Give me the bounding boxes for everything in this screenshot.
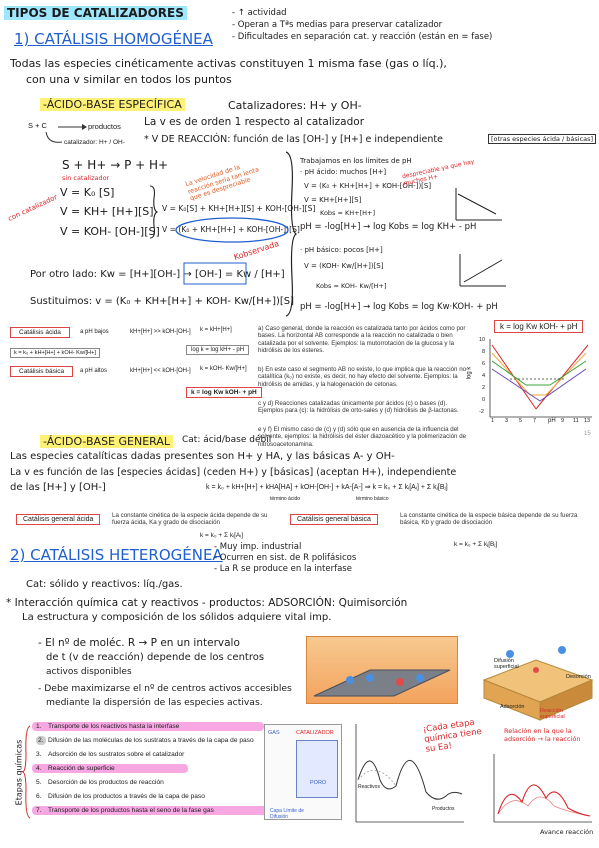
chart-ytick-6: -2 [479,409,484,415]
general-acido-label: término ácido [270,496,301,502]
flow-cond1: kH+[H+] >> kOH-[OH-] [130,329,191,335]
general-basico-label: término básico [356,496,389,502]
diag-capa: Capa Límite de Difusión [270,808,304,820]
relation-plot [488,752,596,832]
right-head: Trabajamos en los límites de pH [300,157,412,165]
diag-poro: PORO [310,780,327,786]
annot-con-cat: con catalizador [6,193,59,223]
het-cat: Cat: sólido y reactivos: líq./gas. [26,579,183,590]
step-6: 6. Difusión de los productos a través de la capa de paso [36,793,205,800]
substitute-line: Sustituimos: v = (K₀ + KH+[H+] + KOH- Kw/[H+])[S] [30,296,295,307]
diag-reactivos: Reactivos [358,784,380,790]
page-number: 15 [584,431,591,437]
gen-basica-label: Catálisis general básica [290,514,378,525]
pore-cell [296,740,338,798]
het-max-2: mediante la dispersión de las especies activas. [46,697,263,708]
het-note-2: - Ocurren en sist. de R polifásicos [214,553,357,563]
step-2: 2. Difusión de las moléculas de los sustratos a través de la capa de paso [38,737,254,744]
kobs-label: Kobservada [232,238,281,263]
general-eq: k = k₀ + kH+[H+] + kHA[HA] + kOH-[OH-] + kA-[A-] ⇒ k = k₀ + Σ kᵢ[Aᵢ] + Σ kⱼ[Bⱼ] [206,484,448,491]
chart-xtick-6: 13 [584,418,591,424]
reaction-eq: S + H+ → P + H+ [62,158,169,172]
chart-xtick-5: 11 [573,418,579,424]
general-line-1: Las especies catalíticas dadas presentes son H+ y HA, y las básicas A- y OH- [10,451,395,462]
formula-box: k = log Kw kOH- + pH [494,320,583,333]
page-title: TIPOS DE CATALIZADORES [4,6,187,20]
diagram-s-c: S + C [28,121,47,130]
step-7: 7. Transporte de los productos hasta el seno de la fase gas [32,806,274,815]
section-heading-heterogenea: 2) CATÁLISIS HETEROGÉNEA [10,546,223,564]
flow-log1: log k = log kH+ - pH [186,345,249,355]
text-case-b: b) En este caso el segmento AB no existe, lo que implica que la reacción no catalítica (k₀) no existe, es decir, no hay efecto del solvente. Ejemplos: la hidrólisis de amidas, y la halogenación de cetonas. [258,366,467,388]
chart-ylabel: log k [466,366,473,380]
right-log1: pH = -log[H+] → log Kobs = log KH+ - pH [300,222,477,232]
het-note-3: - La R se produce en la interfase [214,564,352,574]
chart-xtick-3: 7 [533,418,537,424]
chart-ytick-3: 4 [482,373,486,379]
chart-xtick-0: 1 [491,418,495,424]
right-despreciable: despreciable ya que hay muchos H+ [401,158,475,188]
chart-ytick-0: 10 [479,337,486,343]
right-eq2: V = KH+[H+][S] [304,196,362,204]
brace-equations [148,184,158,240]
steps-brace [22,724,32,820]
kw-box [183,262,249,286]
especifica-heading: -ÁCIDO-BASE ESPECÍFICA [40,98,185,111]
het-estructura: La estructura y composición de los sólidos adquiere vital imp. [22,612,332,623]
right-eq3: V = (KOH- Kw/[H+])[S] [304,262,384,270]
diag-productos: Productos [432,806,455,812]
step-1: 1. Transporte de los reactivos hasta la interfase [32,722,264,731]
het-num-3: activos disponibles [46,667,132,677]
gen-basica-text: La constante cinética de la especie básica depende de su fuerza básica, Kb y grado de disociación [400,512,578,527]
step-5: 5. Desorción de los productos de reacción [36,779,164,786]
gen-acida-label: Catálisis general ácida [16,514,100,525]
diag-desorcion: Desorción [566,674,591,680]
header-note-2: - Operan a Tªs medias para preservar catalizador [232,20,443,30]
flow-basica-box: Catálisis básica [10,366,73,377]
chart-ytick-1: 8 [482,349,486,355]
chart-ytick-2: 6 [482,361,486,367]
general-line-2: La v es función de las [especies ácidas] (ceden H+) y [básicas] (aceptan H+), independiente [10,467,457,478]
flow-cond2: kH+[H+] << kOH-[OH-] [130,368,191,374]
right-kobs2: Kobs = KOH- Kw/[H+] [316,282,387,290]
diag-gas: GAS [268,730,280,736]
big-brace [284,150,298,318]
step-4: 4. Reacción de superficie [32,764,188,773]
eq-v3: V = KOH- [OH-][S] [60,225,160,238]
het-num-1: - El nº de moléc. R → P en un intervalo [38,637,240,649]
gen-acida-text: La constante cinética de la especie ácida depende de su fuerza ácida, Ka y grado de disociación [112,512,268,527]
text-case-a: a) Caso general, donde la reacción es catalizada tanto por ácidos como por bases. La horizontal AB corresponde a la reacción no catalizada o bien catalizada por el solvente. Ejemplos: la mutorrotación de la glucosa y la hidrólisis de los ésteres. [258,325,466,354]
chart-xlabel: pH [548,418,556,424]
relacion-note: Relación en la que la adsorción → la reacción [504,727,581,743]
het-num-2: de t (v de reacción) depende de los centros [46,652,265,663]
right-log2: pH = -log[H+] → log Kobs = log Kw·KOH- + pH [300,302,498,312]
flow-acida-box: Catálisis ácida [10,327,70,338]
chart-ytick-4: 2 [482,385,486,391]
text-case-ef: e y f) El mismo caso de (c) y (d) sólo que en ausencia de la influencia del solvente, ejemplos: la hidrólisis del éster diazoacético y la polimerización de nitrosoacetonamina. [258,426,467,448]
eq-sum1: V = K₀[S] + KH+[H+][S] + KOH-[OH-][S] [162,204,316,213]
log-k-chart [470,335,596,431]
diagram-productos: productos [88,122,121,131]
annot-lenta: La velocidad de la reacción sería tan lenta que es despreciable [184,163,260,203]
avance-label: Avance reacción [540,828,594,836]
chart-ytick-5: 0 [482,397,486,403]
flow-k2: k = kOH- Kw/[H+] [200,366,247,372]
right-kobs1: Kobs = KH+[H+] [320,209,376,217]
chart-xtick-4: 9 [561,418,565,424]
otras-especies: [otras especies ácida / básicas] [488,134,596,144]
right-eq1: V = (K₀ + KH+[H+] + KOH-[OH-])[S] [304,182,432,190]
homogenea-line-2: con una v similar en todos los puntos [26,73,232,86]
eq-v2: V = KH+ [H+][S] [60,205,154,218]
right-basico: · pH básico: pocos [H+] [300,246,383,254]
flow-eq-left: k = k₀ + kH+[H+] + kOH- Kw/[H+] [10,348,100,358]
mini-plot-2 [456,252,508,292]
diag-catalizador: CATALIZADOR [296,730,334,736]
general-heading: -ÁCIDO-BASE GENERAL [40,435,173,448]
het-max-1: - Debe maximizarse el nº de centros activos accesibles [38,683,292,694]
step-3: 3. Adsorción de los sustratos sobre el catalizador [36,751,185,758]
flow-altos: a pH altos [80,368,108,374]
steps-label: Etapas químicas [14,739,24,806]
header-note-3: - Dificultades en separación cat. y reacción (están en = fase) [232,32,493,42]
gen-basica-eq: k = k₀ + Σ kⱼ[Bⱼ] [454,541,498,548]
diag-adsorcion: Adsorción [500,704,525,710]
orden-text: La v es de orden 1 respecto al catalizador [144,116,365,128]
kw-line: Por otro lado: Kw = [H+][OH-] → [OH-] = Kw / [H+] [30,269,285,280]
annot-sin-cat: sin catalizador [62,174,110,182]
header-note-1: - ↑ actividad [232,8,287,18]
gen-acida-eq: k = k₀ + Σ kᵢ[Aᵢ] [200,532,244,539]
chart-xtick-2: 5 [519,418,523,424]
substitute-highlight [30,296,74,309]
section-heading-homogenea: 1) CATÁLISIS HOMOGÉNEA [14,30,213,48]
surface-atoms [310,660,454,700]
flow-bajos: a pH bajos [80,329,109,335]
v-reaccion-text: * V DE REACCIÓN: función de las [OH-] y [H+] e independiente [144,134,443,145]
het-interaccion: * Interacción química cat y reactivos - productos: ADSORCIÓN: Quimisorción [6,597,408,609]
diag-reaccion-sup: Reacción superficial [540,708,565,720]
mini-plot-1 [452,186,504,226]
flow-result: k = log Kw kOH- + pH [186,387,262,398]
general-line-3: de las [H+] y [OH-] [10,482,106,493]
right-acido: · pH ácido: muchos [H+] [300,168,387,176]
chart-xtick-1: 3 [505,418,509,424]
general-cat: Cat: ácid/base débil [182,435,272,445]
text-case-cd: c y d) Reacciones catalizadas únicamente por ácidos (c) o bases (d). Ejemplos para (c): la hidrólisis de orto-sales y (d) hidrólisis de β-lactonas. [258,400,459,415]
eq-sum2: V = (K₀ + KH+[H+] + KOH-[OH-])[S] [162,225,300,234]
eq-v1: V = K₀ [S] [60,186,115,199]
diagram-catalizador: catalizador: H+ / OH- [64,139,125,146]
flow-k1: k = kH+[H+] [200,327,232,333]
homogenea-line-1: Todas las especies cinéticamente activas constituyen 1 misma fase (gas o líq.), [10,57,447,70]
cada-etapa-note: ¡Cada etapa química tiene su Ea! [422,717,483,755]
diag-difusion-sup: Difusión superficial [494,658,519,670]
catalizadores-text: Catalizadores: H+ y OH- [228,99,362,112]
het-note-1: - Muy imp. industrial [214,542,302,552]
